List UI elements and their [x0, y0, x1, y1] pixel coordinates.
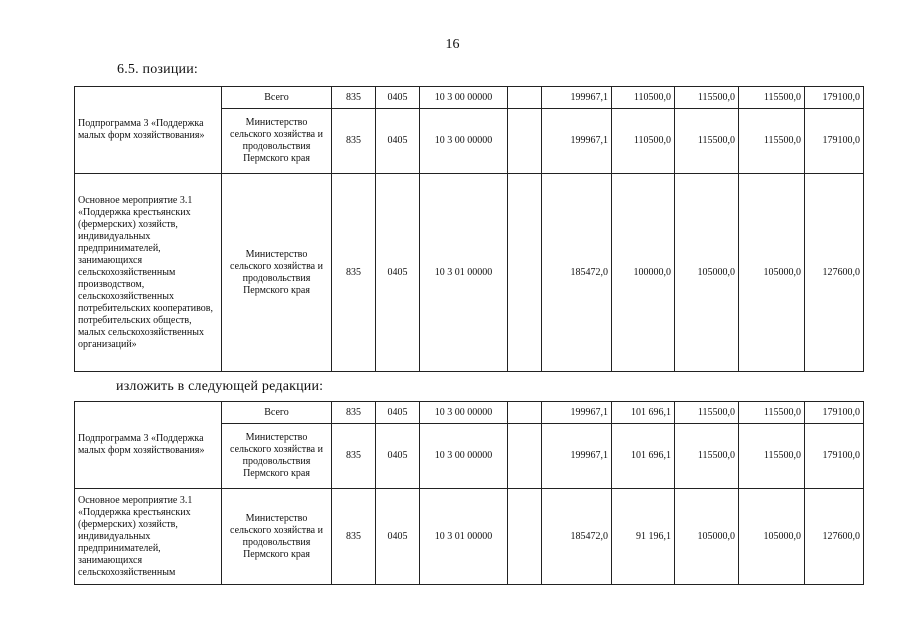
executor-cell: Министерство сельского хозяйства и продовольствия Пермского края: [222, 109, 332, 174]
table-row: [75, 174, 864, 372]
year3-cell: 115500,0: [675, 87, 739, 109]
year1-cell: 199967,1: [542, 87, 612, 109]
vr-cell: [508, 87, 542, 109]
grbs-cell: 835: [332, 109, 376, 174]
event-title: Основное мероприятие 3.1 «Поддержка крестьянских (фермерских) хозяйств, индивидуальных предпринимателей, занимающихся сельскохозяйственным: [75, 489, 222, 585]
year5-cell: 179100,0: [805, 402, 864, 424]
executor-cell: Министерство сельского хозяйства и продовольствия Пермского края: [222, 489, 332, 585]
rzpr-cell: 0405: [376, 489, 420, 585]
intro-heading: 6.5. позиции:: [117, 62, 198, 77]
vr-cell: [508, 402, 542, 424]
vr-cell: [508, 489, 542, 585]
year4-cell: 105000,0: [739, 174, 805, 372]
grbs-cell: 835: [332, 402, 376, 424]
event-title: Основное мероприятие 3.1 «Поддержка крестьянских (фермерских) хозяйств, индивидуальных предпринимателей, занимающихся сельскохозяйственным производством, сельскохозяйственных потребительских кооперативов, потребительских обществ, малых сельскохозяйственных организаций»: [75, 174, 222, 372]
executor-cell: Всего: [222, 402, 332, 424]
year1-cell: 185472,0: [542, 489, 612, 585]
year2-cell: 101 696,1: [612, 402, 675, 424]
year3-cell: 105000,0: [675, 174, 739, 372]
table-row: [75, 87, 864, 109]
year2-cell: 91 196,1: [612, 489, 675, 585]
year1-cell: 185472,0: [542, 174, 612, 372]
csr-cell: 10 3 00 00000: [420, 109, 508, 174]
rzpr-cell: 0405: [376, 87, 420, 109]
year4-cell: 115500,0: [739, 402, 805, 424]
year3-cell: 115500,0: [675, 424, 739, 489]
subprogram-title: Подпрограмма 3 «Поддержка малых форм хозяйствования»: [75, 402, 222, 489]
year3-cell: 105000,0: [675, 489, 739, 585]
vr-cell: [508, 424, 542, 489]
executor-cell: Министерство сельского хозяйства и продовольствия Пермского края: [222, 174, 332, 372]
year2-cell: 101 696,1: [612, 424, 675, 489]
replacement-heading: изложить в следующей редакции:: [116, 379, 324, 394]
grbs-cell: 835: [332, 424, 376, 489]
grbs-cell: 835: [332, 174, 376, 372]
year5-cell: 127600,0: [805, 174, 864, 372]
csr-cell: 10 3 00 00000: [420, 87, 508, 109]
rzpr-cell: 0405: [376, 174, 420, 372]
csr-cell: 10 3 01 00000: [420, 174, 508, 372]
year2-cell: 110500,0: [612, 87, 675, 109]
year1-cell: 199967,1: [542, 424, 612, 489]
year4-cell: 115500,0: [739, 109, 805, 174]
year1-cell: 199967,1: [542, 109, 612, 174]
rzpr-cell: 0405: [376, 424, 420, 489]
old-budget-table: [74, 86, 864, 372]
year3-cell: 115500,0: [675, 402, 739, 424]
table-row: [75, 489, 864, 585]
grbs-cell: 835: [332, 87, 376, 109]
subprogram-title: Подпрограмма 3 «Поддержка малых форм хозяйствования»: [75, 87, 222, 174]
csr-cell: 10 3 00 00000: [420, 402, 508, 424]
new-budget-table: [74, 401, 864, 585]
year4-cell: 115500,0: [739, 424, 805, 489]
year2-cell: 110500,0: [612, 109, 675, 174]
page-number: 16: [445, 37, 460, 52]
year5-cell: 179100,0: [805, 424, 864, 489]
year4-cell: 105000,0: [739, 489, 805, 585]
year5-cell: 127600,0: [805, 489, 864, 585]
year1-cell: 199967,1: [542, 402, 612, 424]
rzpr-cell: 0405: [376, 109, 420, 174]
year5-cell: 179100,0: [805, 109, 864, 174]
vr-cell: [508, 174, 542, 372]
vr-cell: [508, 109, 542, 174]
csr-cell: 10 3 01 00000: [420, 489, 508, 585]
year5-cell: 179100,0: [805, 87, 864, 109]
csr-cell: 10 3 00 00000: [420, 424, 508, 489]
table-row: [75, 402, 864, 424]
year2-cell: 100000,0: [612, 174, 675, 372]
executor-cell: Всего: [222, 87, 332, 109]
rzpr-cell: 0405: [376, 402, 420, 424]
grbs-cell: 835: [332, 489, 376, 585]
year3-cell: 115500,0: [675, 109, 739, 174]
year4-cell: 115500,0: [739, 87, 805, 109]
executor-cell: Министерство сельского хозяйства и продовольствия Пермского края: [222, 424, 332, 489]
